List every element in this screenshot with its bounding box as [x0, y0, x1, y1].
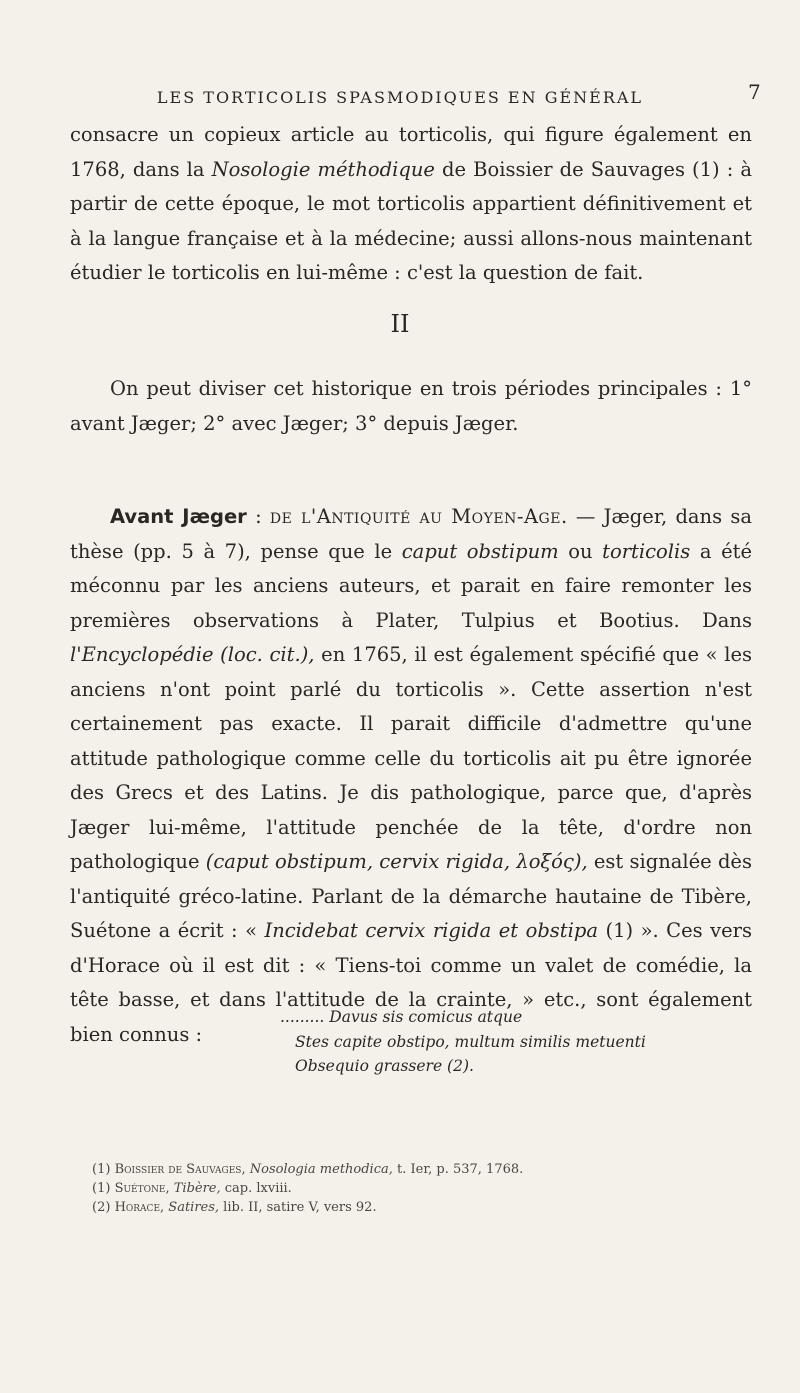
verse-line-3: Obsequio grassere (2).: [295, 1057, 474, 1075]
p3-s8: l'Encyclopédie (loc. cit.),: [70, 643, 315, 666]
fn2-author: Suétone,: [114, 1181, 170, 1196]
subsection-heading: Avant Jæger: [110, 505, 247, 528]
para1-book-title: Nosologie méthodique: [211, 157, 435, 181]
fn1-title: Nosologia methodica,: [249, 1162, 393, 1177]
fn1-author: Boissier de Sauvages,: [114, 1162, 246, 1177]
footnote-3: [92, 1198, 523, 1217]
verse-line-1: ......... Davus sis comicus atque: [280, 1008, 523, 1026]
fn3-author: Horace,: [114, 1200, 165, 1215]
p3-s1: :: [246, 505, 270, 528]
footnote-1: [92, 1160, 523, 1179]
p3-s10: (caput obstipum, cervix rigida, λοξός),: [205, 850, 588, 873]
p3-s3: — Jæger, dans sa thèse (pp. 5 à 7), pense que le: [70, 505, 753, 563]
p3-s6: torticolis: [602, 539, 691, 563]
footnotes: [92, 1160, 523, 1217]
paragraph-avant-jaeger: [70, 500, 752, 1052]
verse-line-2: Stes capite obstipo, multum similis metuenti: [295, 1032, 646, 1051]
para1-part-a: consacre un copieux article au torticolis, qui figure également en 1768, dans la: [70, 123, 752, 181]
p3-s5: ou: [558, 539, 603, 563]
subsection-subtitle: de l'Antiquité au Moyen-Age.: [269, 505, 568, 528]
p3-s12: Incidebat cervix rigida et obstipa: [264, 919, 598, 942]
fn1-rest: t. Ier, p. 537, 1768.: [392, 1162, 524, 1177]
paragraph-periods: On peut diviser cet historique en trois périodes principales : 1° avant Jæger; 2° avec Jæger; 3° depuis Jæger.: [70, 377, 752, 435]
page-number: 7: [748, 80, 761, 104]
running-head: LES TORTICOLIS SPASMODIQUES EN GÉNÉRAL: [156, 88, 644, 107]
paragraph-continued: [70, 118, 752, 291]
fn1-num: (1): [92, 1162, 111, 1177]
horace-verse: [280, 1005, 646, 1079]
fn2-rest: cap. lxviii.: [220, 1181, 292, 1196]
p3-s4: caput obstipum: [401, 539, 559, 563]
fn3-title: Satires,: [168, 1200, 220, 1215]
para1-part-c: de Boissier de Sauvages (1) : à partir de cette époque, le mot torticolis appartient définitivement et à la langue française et à la médecine; aussi allons-nous maintenant étudier le torticolis en lui-même : c'est la question de fait.: [70, 157, 753, 284]
fn3-num: (2): [92, 1200, 111, 1215]
p3-s9: en 1765, il est également spécifié que « les anciens n'ont point parlé du torticolis ». Cette assertion n'est certainement pas exacte. Il parait difficile d'admettre qu'une attitude pathologique comme celle du torticolis ait pu être ignorée des Grecs et des Latins. Je dis pathologique, parce que, d'après Jæger lui-même, l'attitude penchée de la tête, d'ordre non pathologique: [70, 643, 753, 873]
section-number: II: [390, 310, 410, 338]
p3-s11: est signalée dès l'antiquité gréco-latine. Parlant de la démarche hautaine de Tibère, Suétone a écrit : «: [70, 850, 752, 942]
p3-s13: (1) ». Ces vers d'Horace où il est dit : « Tiens-toi comme un valet de comédie, la tête basse, et dans l'attitude de la crainte, » etc., sont également bien connus :: [70, 919, 753, 1046]
fn2-num: (1): [92, 1181, 111, 1196]
footnote-2: [92, 1179, 523, 1198]
p3-s7: a été méconnu par les anciens auteurs, et parait en faire remonter les premières observations à Plater, Tulpius et Bootius. Dans: [70, 539, 752, 632]
fn2-title: Tibère,: [173, 1181, 221, 1196]
fn3-rest: lib. II, satire V, vers 92.: [219, 1200, 377, 1215]
